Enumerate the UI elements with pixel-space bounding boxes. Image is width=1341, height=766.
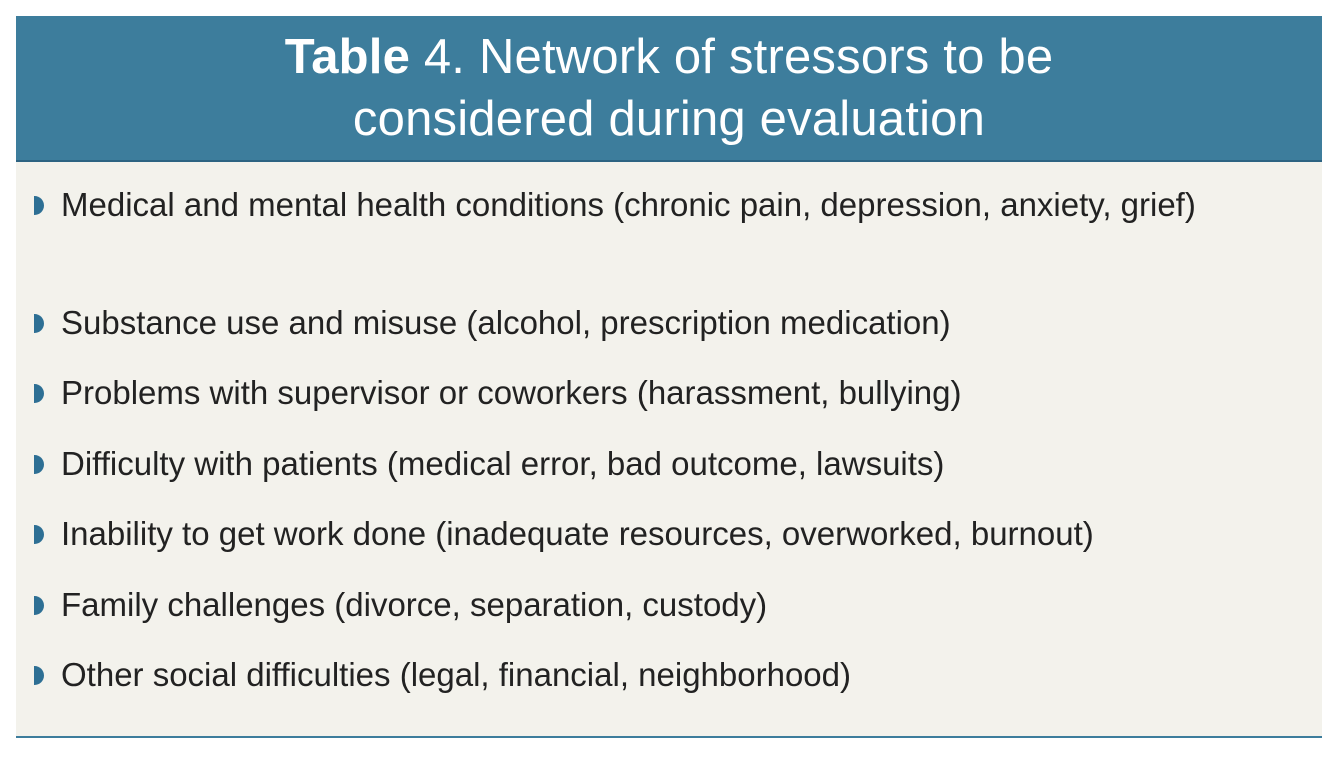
- table-header: [16, 16, 1322, 162]
- half-circle-bullet-icon: [34, 596, 44, 615]
- list-item-text: Family challenges (divorce, separation, custody): [61, 586, 768, 623]
- half-circle-bullet-icon: [34, 384, 44, 403]
- half-circle-bullet-icon: [34, 525, 44, 544]
- list-item-text: Problems with supervisor or coworkers (harassment, bullying): [61, 374, 962, 411]
- list-item-text: Difficulty with patients (medical error, bad outcome, lawsuits): [61, 445, 945, 482]
- table-title-line-2: considered during evaluation: [352, 92, 986, 146]
- list-item-text: Substance use and misuse (alcohol, prescription medication): [61, 304, 951, 341]
- table-title-line-1: [285, 26, 1054, 88]
- half-circle-bullet-icon: [34, 314, 44, 333]
- list-item-text: Other social difficulties (legal, financial, neighborhood): [61, 656, 852, 693]
- list-item-text: Medical and mental health conditions (chronic pain, depression, anxiety, grief): [61, 186, 1196, 223]
- half-circle-bullet-icon: [34, 666, 44, 685]
- table-title-text: 4. Network of stressors to be: [410, 30, 1054, 84]
- table-label: Table: [284, 30, 411, 84]
- half-circle-bullet-icon: [34, 196, 44, 215]
- list-item-text: Inability to get work done (inadequate resources, overworked, burnout): [61, 515, 1094, 552]
- half-circle-bullet-icon: [34, 455, 44, 474]
- table-panel: [16, 16, 1322, 738]
